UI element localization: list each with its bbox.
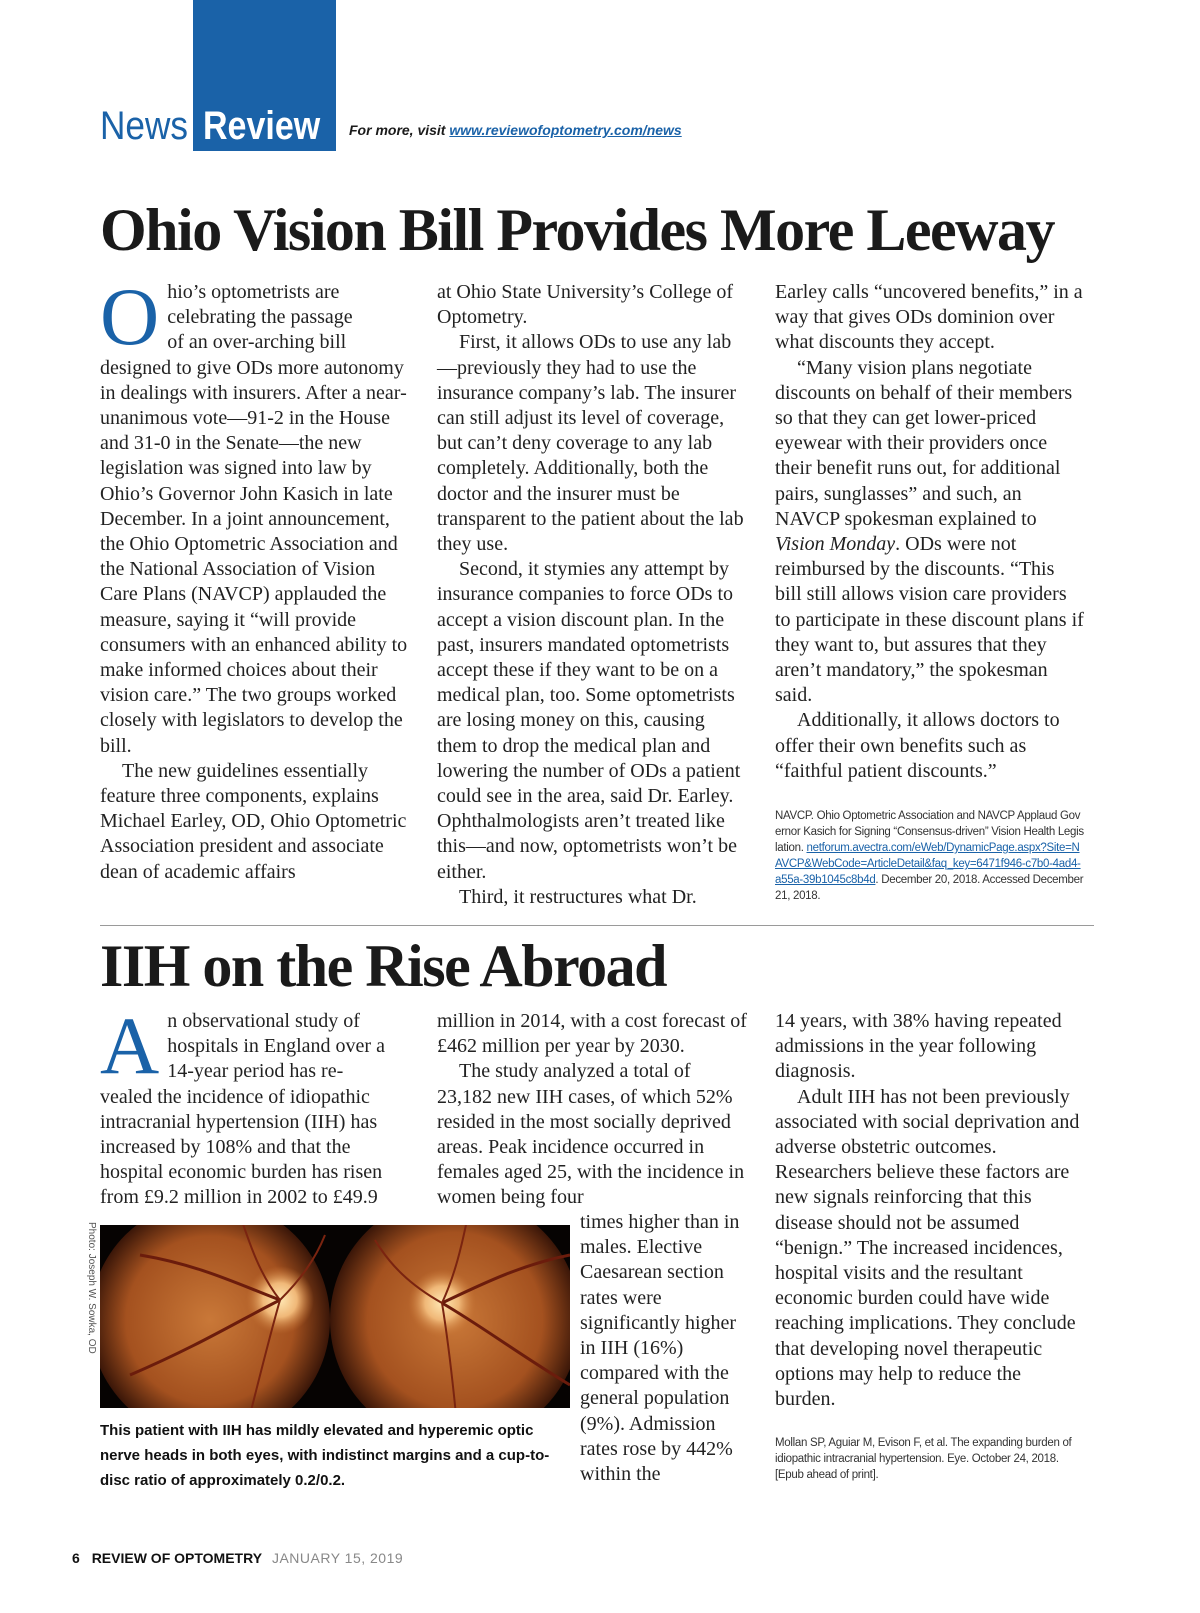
drop-cap: A bbox=[100, 1000, 160, 1091]
article-2-headline: IIH on the Rise Abroad bbox=[100, 933, 667, 999]
reference-link[interactable]: netforum.avectra.com/eWeb/DynamicPage.aspx?Site=NAVCP&WebCode=ArticleDetail&faq_key=6471f946-c7b0-4ad4-a55a-39b1045c8b4d bbox=[775, 842, 1081, 886]
publication-name: REVIEW OF OPTOMETRY bbox=[91, 1550, 263, 1566]
text-run: “Many vision plans negotiate discounts on behalf of their members so that they can get lower-priced eyewear with their providers once their benefit runs out, for additional pairs, sunglasses” and such, an NAVCP spokesman explained to bbox=[775, 356, 1073, 530]
article-2-reference: Mollan SP, Aguiar M, Evison F, et al. The expanding burden of idiopathic intracranial hypertension. Eye. October 24, 2018. [Epub ahead of print]. bbox=[775, 1437, 1072, 1481]
page-number: 6 bbox=[72, 1550, 80, 1566]
paragraph: vealed the incidence of idiopathic intracranial hypertension (IIH) has increased by 108% and that the hospital economic burden has risen from £9.2 million in 2002 to £49.9 bbox=[100, 1085, 383, 1209]
paragraph: The study analyzed a total of 23,182 new IIH cases, of which 52% resided in the most socially deprived areas. Peak incidence occurred in females aged 25, with the incidence in women being four bbox=[437, 1060, 745, 1209]
paragraph: times higher than in males. Elective Caesarean section rates were significantly higher in IIH (16%) compared with the general population (9%). Admission rates rose by 442% within the bbox=[580, 1211, 740, 1486]
article-1-column-2 bbox=[437, 280, 747, 910]
article-1-column-3 bbox=[775, 280, 1085, 784]
article-1-reference bbox=[775, 808, 1085, 904]
section-label-news: News bbox=[100, 104, 189, 148]
reference-text: NAVCP. Ohio Optometric Association and NAVCP Applaud Governor Kasich for Signing “Consensus-driven” Vision Health Legislation. bbox=[775, 810, 1084, 854]
section-divider bbox=[100, 925, 1094, 926]
right-eye-fundus bbox=[100, 1225, 330, 1408]
paragraph: Adult IIH has not been previously associated with social deprivation and adverse obstetric outcomes. Researchers believe these factors are new signals reinforcing that this disease should not be assumed “benign.” The increased incidences, hospital visits and the resultant economic burden could have wide reaching implications. They conclude that developing novel therapeutic options may help to reduce the burden. bbox=[775, 1085, 1080, 1411]
paragraph bbox=[775, 356, 1085, 709]
paragraph: million in 2014, with a cost forecast of £462 million per year by 2030. bbox=[437, 1010, 747, 1058]
text-line: n observational study of bbox=[167, 1010, 360, 1032]
text-line: hospitals in England over a bbox=[167, 1035, 385, 1058]
text-line: of an over-arching bill bbox=[167, 331, 347, 354]
article-1-column-1 bbox=[100, 271, 410, 885]
paragraph: First, it allows ODs to use any lab—previously they had to use the insurance company’s lab. The insurer can still adjust its level of coverage, but can’t deny coverage to any lab completely. Additionally, both the doctor and the insurer must be transparent to the patient about the lab they use. bbox=[437, 331, 744, 556]
more-prefix: For more, visit bbox=[349, 122, 446, 138]
paragraph: designed to give ODs more autonomy in dealings with insurers. After a near-unanimous vote—91-2 in the House and 31-0 in the Senate—the new legislation was signed into law by Ohio’s Governor John Kasich in late December. In a joint announcement, the Ohio Optometric Association and the National Association of Vision Care Plans (NAVCP) applauded the measure, saying it “will provide consumers with an enhanced ability to make informed choices about their vision care.” The two groups worked closely with legislators to develop the bill. bbox=[100, 356, 408, 757]
article-2-column-2-narrow bbox=[580, 1210, 750, 1487]
paragraph: Second, it stymies any attempt by insurance companies to force ODs to accept a vision discount plan. In the past, insurers mandated optometrists accept these if they want to be on a medical plan, too. Some optometrists are losing money on this, causing them to drop the medical plan and lowering the number of ODs a patient could see in the area, said Dr. Earley. Ophthalmologists aren’t treated like this—and now, optometrists won’t be either. bbox=[437, 558, 741, 883]
photo-caption: This patient with IIH has mildly elevated and hyperemic optic nerve heads in both eyes, with indistinct margins and a cup-to-disc ratio of approximately 0.2/0.2. bbox=[100, 1422, 550, 1489]
publication-name: Vision Monday bbox=[775, 533, 896, 556]
article-1-headline: Ohio Vision Bill Provides More Leeway bbox=[100, 197, 1054, 263]
paragraph: Additionally, it allows doctors to offer their own benefits such as “faithful patient discounts.” bbox=[775, 709, 1060, 782]
text-line: hio’s optometrists are bbox=[167, 281, 340, 303]
paragraph: The new guidelines essentially feature three components, explains Michael Earley, OD, Ohio Optometric Association president and associate dean of academic affairs bbox=[100, 759, 407, 883]
paragraph: at Ohio State University’s College of Optometry. bbox=[437, 281, 734, 329]
fundus-images bbox=[100, 1225, 570, 1408]
photo-credit: Photo: Joseph W. Sowka, OD bbox=[86, 1222, 97, 1354]
text-line: celebrating the passage bbox=[167, 306, 353, 329]
paragraph: 14 years, with 38% having repeated admissions in the year following diagnosis. bbox=[775, 1010, 1062, 1083]
reference-tail: . December 20, 2018. Accessed December 21, 2018. bbox=[775, 874, 1084, 902]
section-label-review: Review bbox=[203, 104, 321, 148]
text-run: . ODs were not reimbursed by the discounts. “This bill still allows vision care providers to participate in these discount plans if they want to, but assures that they aren’t mandatory,” the spokesman said. bbox=[775, 533, 1084, 707]
text-line: 14-year period has re- bbox=[167, 1060, 344, 1083]
fundus-photo bbox=[100, 1225, 570, 1408]
more-info-line bbox=[349, 122, 682, 138]
page-footer bbox=[72, 1550, 403, 1566]
left-eye-fundus bbox=[330, 1225, 570, 1408]
article-2-column-2 bbox=[437, 1009, 747, 1211]
article-2-column-1 bbox=[100, 1000, 410, 1211]
paragraph: Earley calls “uncovered benefits,” in a way that gives ODs dominion over what discounts they accept. bbox=[775, 281, 1083, 354]
article-2-column-3 bbox=[775, 1009, 1085, 1412]
issue-date: JANUARY 15, 2019 bbox=[271, 1550, 404, 1566]
paragraph: Third, it restructures what Dr. bbox=[459, 885, 697, 908]
news-url-link[interactable]: www.reviewofoptometry.com/news bbox=[449, 122, 682, 138]
drop-cap: O bbox=[100, 271, 160, 362]
